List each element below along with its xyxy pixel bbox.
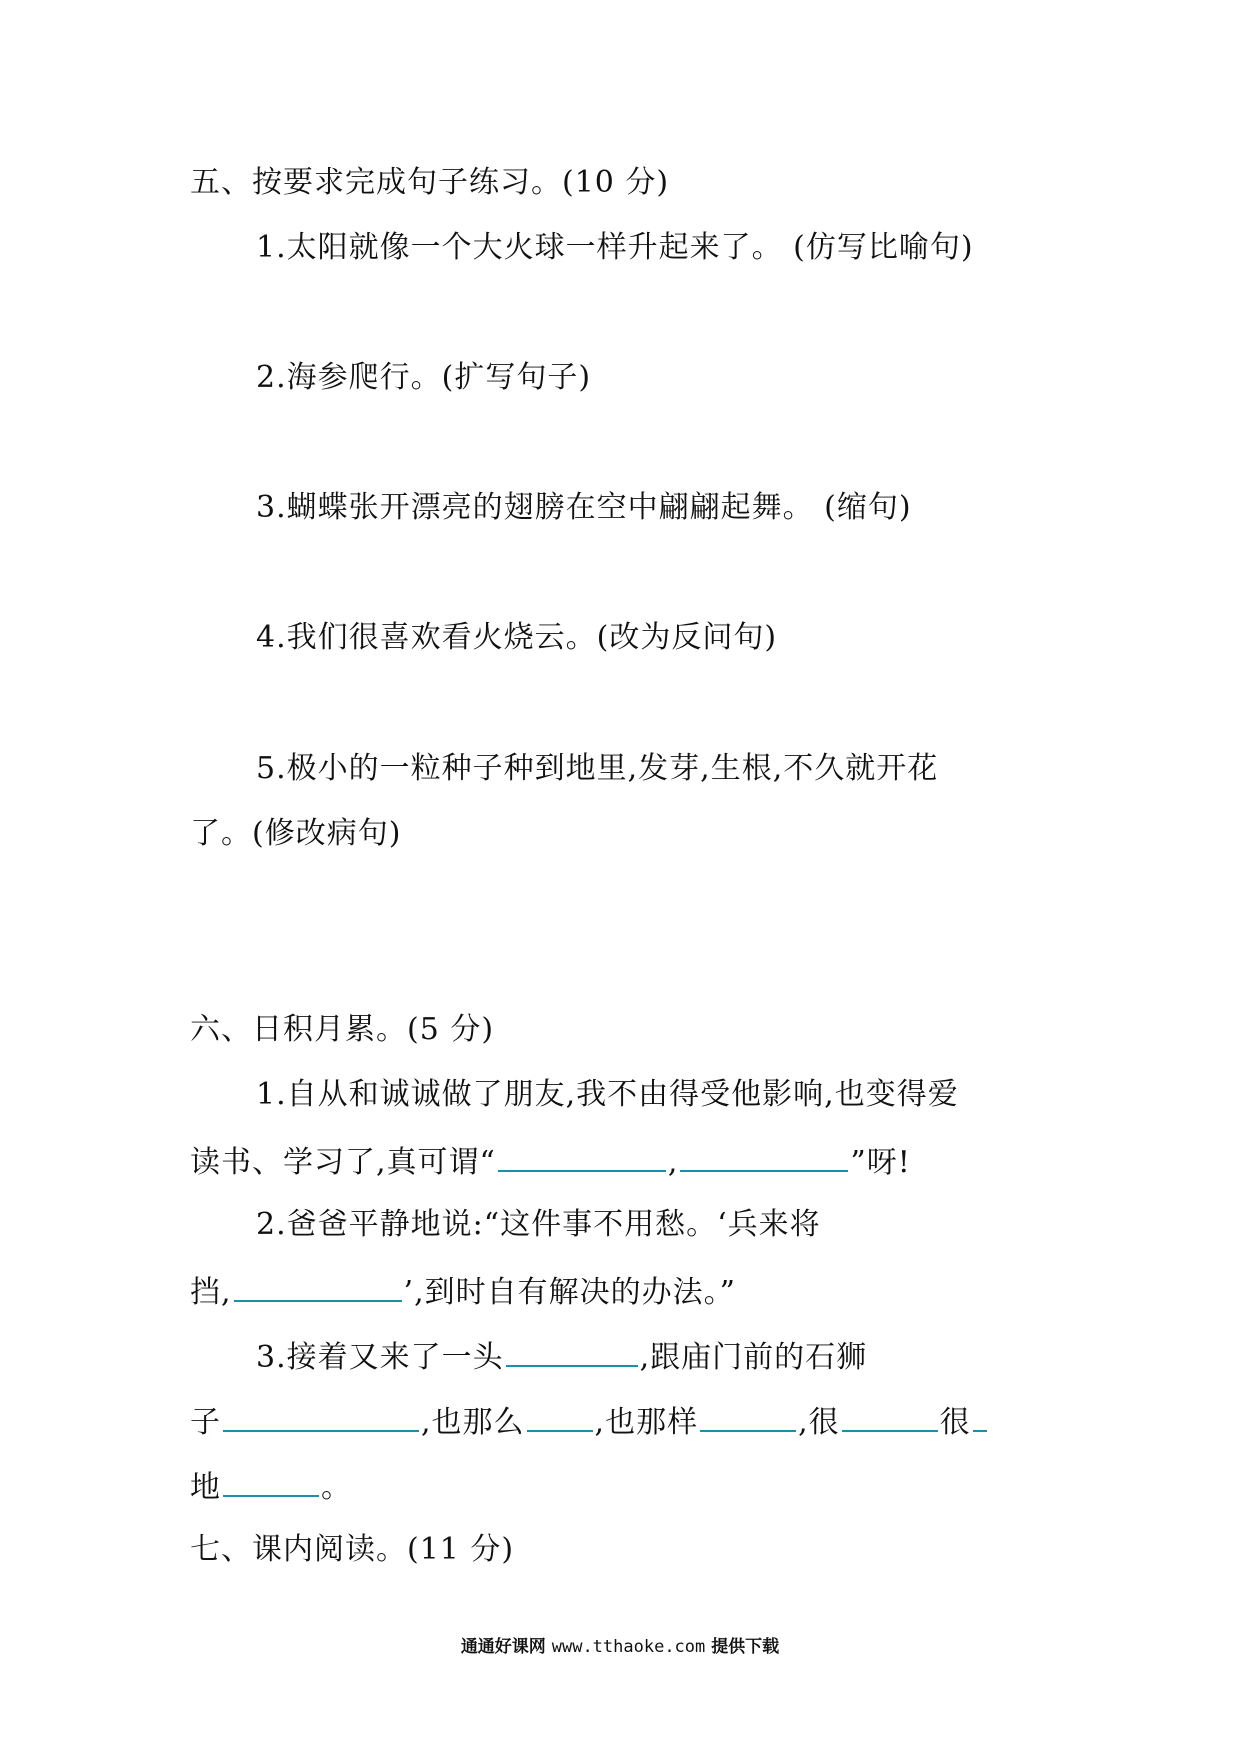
section6-question-3-line3 bbox=[190, 1465, 352, 1508]
page-footer bbox=[0, 1632, 1240, 1657]
footer-site-name: 通通好课网 bbox=[460, 1637, 546, 1657]
answer-blank-3d[interactable] bbox=[700, 1400, 796, 1432]
section5-question-4: 4.我们很喜欢看火烧云。(改为反问句) bbox=[256, 620, 778, 655]
section6-question-2-line1: 2.爸爸平静地说:“这件事不用愁。‘兵来将 bbox=[256, 1207, 821, 1242]
section5-question-2: 2.海参爬行。(扩写句子) bbox=[256, 360, 592, 395]
q3-text-e: ,也那样 bbox=[594, 1405, 699, 1440]
q1-text-b: , bbox=[667, 1145, 679, 1180]
answer-blank-3a[interactable] bbox=[506, 1335, 638, 1367]
q1-text-a: 读书、学习了,真可谓“ bbox=[190, 1145, 496, 1180]
q2-text-b: ’,到时自有解决的办法。” bbox=[403, 1275, 736, 1310]
q3-text-g: 很 bbox=[939, 1405, 971, 1440]
q3-text-b: ,跟庙门前的石狮 bbox=[639, 1340, 868, 1375]
section6-question-1-line2 bbox=[190, 1140, 911, 1183]
q3-text-a: 3.接着又来了一头 bbox=[256, 1340, 504, 1375]
footer-suffix: 提供下载 bbox=[711, 1637, 780, 1657]
q3-text-d: ,也那么 bbox=[421, 1405, 525, 1440]
answer-blank-3b[interactable] bbox=[223, 1400, 419, 1432]
section6-question-3-line1 bbox=[256, 1335, 867, 1378]
section7-heading: 七、课内阅读。(11 分) bbox=[190, 1532, 515, 1567]
section5-question-5-line2: 了。(修改病句) bbox=[190, 816, 402, 851]
q1-text-c: ”呀! bbox=[850, 1145, 911, 1180]
answer-blank-3c[interactable] bbox=[527, 1400, 593, 1432]
section6-question-2-line2 bbox=[190, 1270, 736, 1313]
section5-question-5-line1: 5.极小的一粒种子种到地里,发芽,生根,不久就开花 bbox=[256, 751, 939, 786]
answer-blank-3f[interactable] bbox=[973, 1400, 987, 1432]
q3-text-i: 。 bbox=[321, 1470, 352, 1505]
answer-blank-3g[interactable] bbox=[223, 1465, 319, 1497]
answer-blank-1a[interactable] bbox=[498, 1140, 666, 1172]
q3-text-c: 子 bbox=[190, 1405, 221, 1440]
q2-text-a: 挡, bbox=[190, 1275, 232, 1310]
section5-question-1: 1.太阳就像一个大火球一样升起来了。 (仿写比喻句) bbox=[256, 230, 974, 265]
section5-question-3: 3.蝴蝶张开漂亮的翅膀在空中翩翩起舞。 (缩句) bbox=[256, 490, 912, 525]
answer-blank-2[interactable] bbox=[234, 1270, 402, 1302]
footer-url[interactable]: www.tthaoke.com bbox=[551, 1637, 706, 1657]
section6-question-1-line1: 1.自从和诚诚做了朋友,我不由得受他影响,也变得爱 bbox=[256, 1077, 959, 1112]
q3-text-h: 地 bbox=[190, 1470, 221, 1505]
answer-blank-1b[interactable] bbox=[680, 1140, 848, 1172]
answer-blank-3e[interactable] bbox=[842, 1400, 938, 1432]
section6-heading: 六、日积月累。(5 分) bbox=[190, 1012, 495, 1047]
section5-heading: 五、按要求完成句子练习。(10 分) bbox=[190, 165, 670, 200]
section6-question-3-line2 bbox=[190, 1400, 989, 1443]
q3-text-f: ,很 bbox=[798, 1405, 840, 1440]
